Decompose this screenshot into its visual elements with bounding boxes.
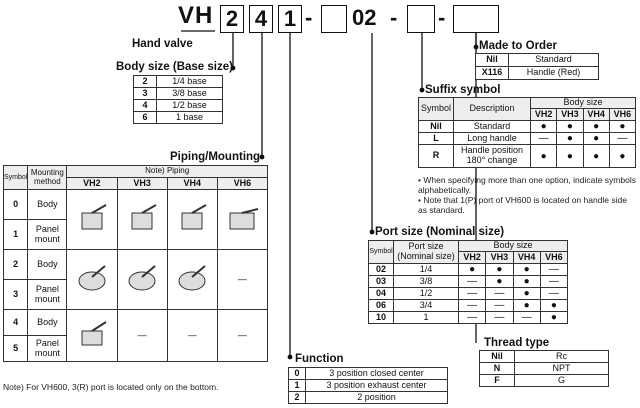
piping-table	[3, 165, 268, 362]
valve-vh4-b	[167, 250, 217, 310]
suffix-note: • When specifying more than one option, indicate symbols alphabetically.	[418, 175, 636, 196]
piping-footnote: Note) For VH600, 3(R) port is located only on the bottom.	[3, 382, 219, 392]
table-cell: —	[459, 312, 486, 324]
table-cell: 2 position	[306, 392, 448, 404]
valve-vh6-a	[217, 190, 267, 250]
table-row	[419, 98, 636, 109]
piping-title: Piping/Mounting	[170, 151, 261, 163]
table-cell: —	[486, 300, 513, 312]
table-cell: —	[540, 288, 567, 300]
table-cell: ●	[557, 133, 583, 145]
table-row	[4, 310, 268, 336]
body-size-table	[133, 75, 223, 124]
table-cell: F	[480, 375, 515, 387]
table-cell: ●	[540, 300, 567, 312]
table-row	[369, 264, 568, 276]
table-header-cell: VH6	[540, 252, 567, 264]
valve-icon	[72, 203, 112, 233]
table-cell: —	[531, 133, 557, 145]
table-header-cell: VH6	[217, 178, 267, 190]
table-cell: —	[540, 276, 567, 288]
table-header-cell: Port size (Nominal size)	[394, 241, 459, 264]
table-cell: ●	[531, 121, 557, 133]
model-prefix: VH	[178, 2, 214, 29]
table-cell: 3/8	[394, 276, 459, 288]
table-cell: ●	[486, 276, 513, 288]
table-row	[4, 166, 268, 178]
table-cell: ●	[583, 133, 609, 145]
table-cell: 0	[289, 368, 306, 380]
valve-vh2-c	[67, 310, 117, 362]
table-cell: G	[515, 375, 609, 387]
table-header-cell: VH6	[609, 109, 635, 121]
table-cell: —	[217, 250, 267, 310]
table-cell: 1 base	[157, 112, 223, 124]
table-row	[4, 190, 268, 220]
table-cell: ●	[609, 145, 635, 168]
valve-icon	[72, 263, 112, 293]
table-row	[369, 241, 568, 252]
table-cell: 04	[369, 288, 394, 300]
port-size-title: Port size (Nominal size)	[375, 226, 505, 238]
hand-valve-title: Hand valve	[132, 38, 193, 50]
table-cell: —	[459, 300, 486, 312]
table-cell: Panel mount	[28, 280, 67, 310]
valve-vh3-b	[117, 250, 167, 310]
function-title: Function	[295, 353, 344, 365]
table-row	[480, 375, 609, 387]
table-header-cell: Body size	[459, 241, 568, 252]
function-table	[288, 367, 448, 404]
table-cell: Panel mount	[28, 220, 67, 250]
valve-icon	[172, 203, 212, 233]
table-header-cell: VH4	[513, 252, 540, 264]
table-header-cell: VH4	[167, 178, 217, 190]
valve-vh4-a	[167, 190, 217, 250]
valve-icon	[72, 319, 112, 349]
table-cell: Body	[28, 250, 67, 280]
table-cell: 5	[4, 336, 28, 362]
table-header-cell: VH2	[531, 109, 557, 121]
table-row	[4, 250, 268, 280]
table-header-cell: VH4	[583, 109, 609, 121]
table-cell: Rc	[515, 351, 609, 363]
table-cell: —	[609, 133, 635, 145]
table-cell: N	[480, 363, 515, 375]
table-cell: Standard	[454, 121, 531, 133]
table-cell: 3	[134, 88, 157, 100]
valve-vh3-a	[117, 190, 167, 250]
table-cell: ●	[557, 121, 583, 133]
table-cell: 1/4 base	[157, 76, 223, 88]
table-cell: R	[419, 145, 454, 168]
suffix-notes	[418, 175, 636, 215]
table-cell: Standard	[509, 54, 599, 67]
code-box-suffix	[407, 5, 435, 33]
table-cell: —	[459, 276, 486, 288]
table-cell: 3 position exhaust center	[306, 380, 448, 392]
table-cell: Long handle	[454, 133, 531, 145]
table-row	[369, 312, 568, 324]
table-cell: 1	[394, 312, 459, 324]
thread-table	[479, 350, 609, 387]
table-cell: —	[540, 264, 567, 276]
table-cell: 2	[134, 76, 157, 88]
table-row	[369, 300, 568, 312]
valve-vh2-b	[67, 250, 117, 310]
table-cell: 2	[4, 250, 28, 280]
table-row	[289, 380, 448, 392]
table-cell: ●	[513, 300, 540, 312]
table-cell: —	[217, 310, 267, 362]
table-cell: Nil	[476, 54, 509, 67]
table-header-cell: Symbol	[369, 241, 394, 264]
table-cell: ●	[531, 145, 557, 168]
table-cell: L	[419, 133, 454, 145]
table-cell: Handle position 180° change	[454, 145, 531, 168]
code-dash: -	[305, 5, 313, 30]
code-box-piping: 4	[249, 5, 273, 33]
suffix-title: Suffix symbol	[425, 84, 501, 96]
code-dash: -	[390, 5, 398, 30]
table-cell: ●	[513, 276, 540, 288]
table-cell: —	[167, 310, 217, 362]
table-header-cell: VH2	[67, 178, 117, 190]
table-cell: ●	[513, 264, 540, 276]
code-box-made-to-order	[453, 5, 499, 33]
made-to-order-title: Made to Order	[479, 40, 557, 52]
table-cell: 3 position closed center	[306, 368, 448, 380]
table-cell: 02	[369, 264, 394, 276]
table-cell: 6	[134, 112, 157, 124]
table-cell: 3/8 base	[157, 88, 223, 100]
table-cell: 03	[369, 276, 394, 288]
table-cell: Nil	[419, 121, 454, 133]
table-row	[419, 121, 636, 133]
table-row	[289, 392, 448, 404]
table-row	[369, 276, 568, 288]
table-row	[134, 76, 223, 88]
table-cell: Nil	[480, 351, 515, 363]
table-cell: ●	[557, 145, 583, 168]
body-size-title: Body size (Base size)	[116, 61, 233, 73]
table-cell: ●	[513, 288, 540, 300]
table-row	[134, 100, 223, 112]
made-to-order-table	[475, 53, 599, 80]
table-header-cell: VH2	[459, 252, 486, 264]
table-cell: 1	[289, 380, 306, 392]
table-cell: —	[486, 288, 513, 300]
table-cell: Body	[28, 190, 67, 220]
table-row	[419, 145, 636, 168]
code-box-port-empty	[321, 5, 347, 33]
table-cell: ●	[583, 145, 609, 168]
table-cell: ●	[540, 312, 567, 324]
table-header-cell: Mounting method	[28, 166, 67, 190]
table-cell: —	[513, 312, 540, 324]
table-cell: ●	[459, 264, 486, 276]
table-header-cell: Body size	[531, 98, 636, 109]
valve-icon	[222, 203, 262, 233]
table-cell: 06	[369, 300, 394, 312]
code-dash: -	[438, 5, 446, 30]
table-header-cell: Symbol	[4, 166, 28, 190]
suffix-table	[418, 97, 636, 168]
table-row	[480, 351, 609, 363]
table-row	[480, 363, 609, 375]
table-row	[134, 88, 223, 100]
port-size-table	[368, 240, 568, 324]
table-header-cell: Description	[454, 98, 531, 121]
code-port-size: 02	[352, 5, 377, 30]
table-cell: ●	[609, 121, 635, 133]
table-cell: 4	[134, 100, 157, 112]
table-row	[476, 54, 599, 67]
table-row	[369, 288, 568, 300]
table-header-cell: Symbol	[419, 98, 454, 121]
table-cell: ●	[486, 264, 513, 276]
table-row	[289, 368, 448, 380]
table-cell: 1/2	[394, 288, 459, 300]
code-box-function: 1	[278, 5, 302, 33]
table-cell: 3/4	[394, 300, 459, 312]
table-cell: ●	[583, 121, 609, 133]
table-header-cell: Note) Piping	[67, 166, 268, 178]
table-cell: 10	[369, 312, 394, 324]
table-row	[476, 67, 599, 80]
table-cell: NPT	[515, 363, 609, 375]
valve-vh2-a	[67, 190, 117, 250]
table-cell: Panel mount	[28, 336, 67, 362]
table-cell: 2	[289, 392, 306, 404]
table-cell: 3	[4, 280, 28, 310]
table-row	[134, 112, 223, 124]
table-cell: Body	[28, 310, 67, 336]
suffix-note: • Note that 1(P) port of VH600 is located on handle side as standard.	[418, 195, 627, 216]
table-cell: Handle (Red)	[509, 67, 599, 80]
table-cell: —	[486, 312, 513, 324]
code-box-body-size: 2	[220, 5, 244, 33]
table-cell: X116	[476, 67, 509, 80]
valve-icon	[122, 203, 162, 233]
table-cell: —	[117, 310, 167, 362]
valve-icon	[122, 263, 162, 293]
table-cell: 4	[4, 310, 28, 336]
table-cell: 1/4	[394, 264, 459, 276]
table-header-cell: VH3	[117, 178, 167, 190]
table-header-cell: VH3	[557, 109, 583, 121]
table-row	[419, 133, 636, 145]
table-header-cell: VH3	[486, 252, 513, 264]
table-cell: 0	[4, 190, 28, 220]
table-cell: 1	[4, 220, 28, 250]
thread-title: Thread type	[484, 337, 550, 349]
table-cell: —	[459, 288, 486, 300]
table-cell: 1/2 base	[157, 100, 223, 112]
valve-icon	[172, 263, 212, 293]
